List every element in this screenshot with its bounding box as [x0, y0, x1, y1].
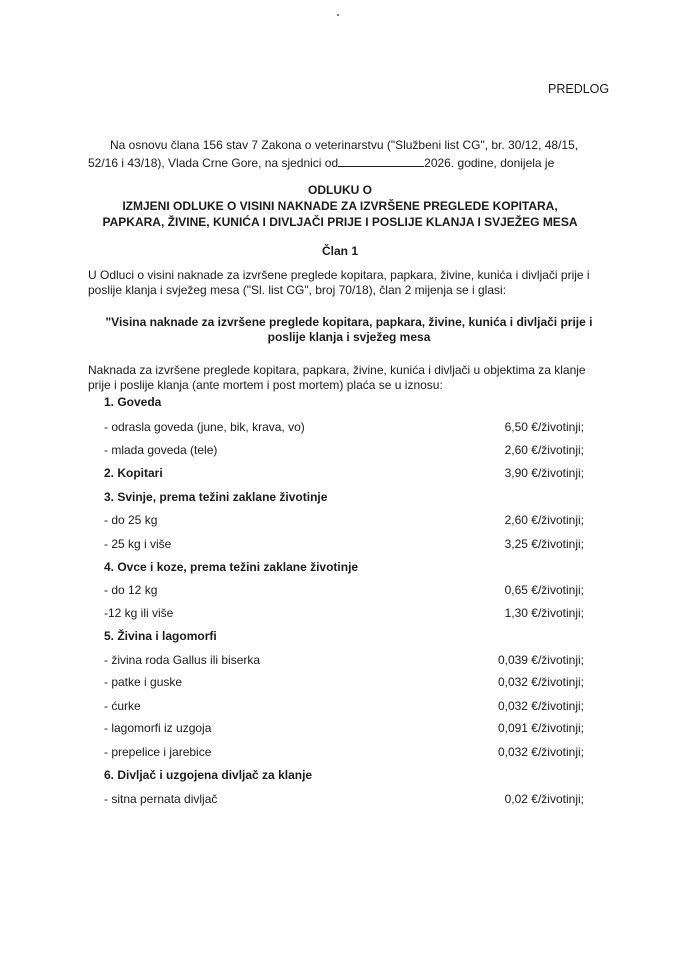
item-label: - mlada goveda (tele) — [104, 443, 218, 457]
item-label: - živina roda Gallus ili biserka — [104, 653, 261, 667]
fee-amount: 3,90 €/životinji; — [504, 466, 584, 480]
fee-list-item — [104, 719, 584, 737]
category-label: 6. Divljač i uzgojena divljač za klanje — [104, 768, 313, 782]
amendment-paragraph: U Odluci o visini naknade za izvršene preglede kopitara, papkara, živine, kunića i divljači prije i poslije klanja i svježeg mesa ("Sl. list CG", broj 70/18), član 2 mijenja se i glasi: — [88, 268, 590, 297]
item-label: - sitna pernata divljač — [104, 792, 218, 806]
fee-amount: 0,032 €/životinji; — [497, 675, 584, 689]
title-line-2: IZMJENI ODLUKE O VISINI NAKNADE ZA IZVRŠENE PREGLEDE KOPITARA, — [122, 199, 558, 213]
category-label: 5. Živina i lagomorfi — [104, 629, 217, 643]
item-label: - do 25 kg — [104, 513, 158, 527]
fee-list-item — [104, 418, 584, 436]
intro-line-2-start: 52/16 i 43/18), Vlada Crne Gore, na sjednici od — [88, 156, 339, 170]
fee-list-item — [104, 511, 584, 529]
fee-list-item — [104, 697, 584, 715]
fee-amount: 0,02 €/životinji; — [504, 792, 584, 806]
item-label: - patke i guske — [104, 675, 183, 689]
item-label: - lagomorfi iz uzgoja — [104, 721, 212, 735]
item-label: - do 12 kg — [104, 583, 158, 597]
category-label: 4. Ovce i koze, prema težini zaklane životinje — [104, 560, 359, 574]
fee-list-item — [104, 581, 584, 599]
fee-list-item — [104, 790, 584, 808]
date-blank-line — [338, 156, 424, 167]
fee-amount: 0,032 €/životinji; — [497, 699, 584, 713]
fee-amount: 0,091 €/životinji; — [497, 721, 584, 735]
fee-category-heading — [104, 464, 584, 482]
fee-category-heading — [104, 558, 584, 576]
item-label: - prepelice i jarebice — [104, 745, 212, 759]
category-label: 3. Svinje, prema težini zaklane životinje — [104, 490, 328, 504]
category-label: 1. Goveda — [104, 395, 162, 409]
article-heading: Član 1 — [321, 244, 358, 258]
fee-category-heading — [104, 627, 584, 645]
fee-list-item — [104, 604, 584, 622]
fee-category-heading — [104, 766, 584, 784]
document-status-label: PREDLOG — [548, 82, 610, 96]
item-label: - odrasla goveda (june, bik, krava, vo) — [104, 420, 305, 434]
item-label: -12 kg ili više — [104, 606, 174, 620]
fee-list-item — [104, 743, 584, 761]
fee-paragraph: Naknada za izvršene preglede kopitara, papkara, živine, kunića i divljači u objektima za klanje prije i poslije klanja (ante mortem i post mortem) plaća se u iznosu: — [88, 363, 586, 392]
fee-category-heading — [104, 488, 584, 506]
intro-line-1: Na osnovu člana 156 stav 7 Zakona o veterinarstvu ("Službeni list CG", br. 30/12, 48/15, — [110, 138, 579, 152]
scan-speck — [337, 14, 339, 16]
fee-amount: 0,039 €/životinji; — [497, 653, 584, 667]
fee-category-heading — [104, 393, 584, 411]
title-line-1: ODLUKU O — [308, 183, 372, 197]
quoted-article-title: "Visina naknade za izvršene preglede kopitara, papkara, živine, kunića i divljači prije i poslije klanja i svježeg mesa — [105, 315, 593, 344]
title-line-3: PAPKARA, ŽIVINE, KUNIĆA I DIVLJAČI PRIJE I POSLIJE KLANJA I SVJEŽEG MESA — [102, 215, 578, 229]
fee-list-item — [104, 673, 584, 691]
fee-amount: 0,032 €/životinji; — [497, 745, 584, 759]
item-label: - ćurke — [104, 699, 141, 713]
item-label: - 25 kg i više — [104, 537, 172, 551]
category-label: 2. Kopitari — [104, 466, 163, 480]
fee-list-item — [104, 535, 584, 553]
fee-amount: 2,60 €/životinji; — [504, 513, 584, 527]
fee-list-item — [104, 651, 584, 669]
fee-amount: 3,25 €/životinji; — [504, 537, 584, 551]
intro-line-2-end: 2026. godine, donijela je — [424, 156, 555, 170]
fee-amount: 1,30 €/životinji; — [504, 606, 584, 620]
fee-amount: 0,65 €/životinji; — [504, 583, 584, 597]
intro-paragraph — [88, 136, 608, 172]
fee-list-item — [104, 441, 584, 459]
fee-amount: 6,50 €/životinji; — [504, 420, 584, 434]
fee-amount: 2,60 €/životinji; — [504, 443, 584, 457]
